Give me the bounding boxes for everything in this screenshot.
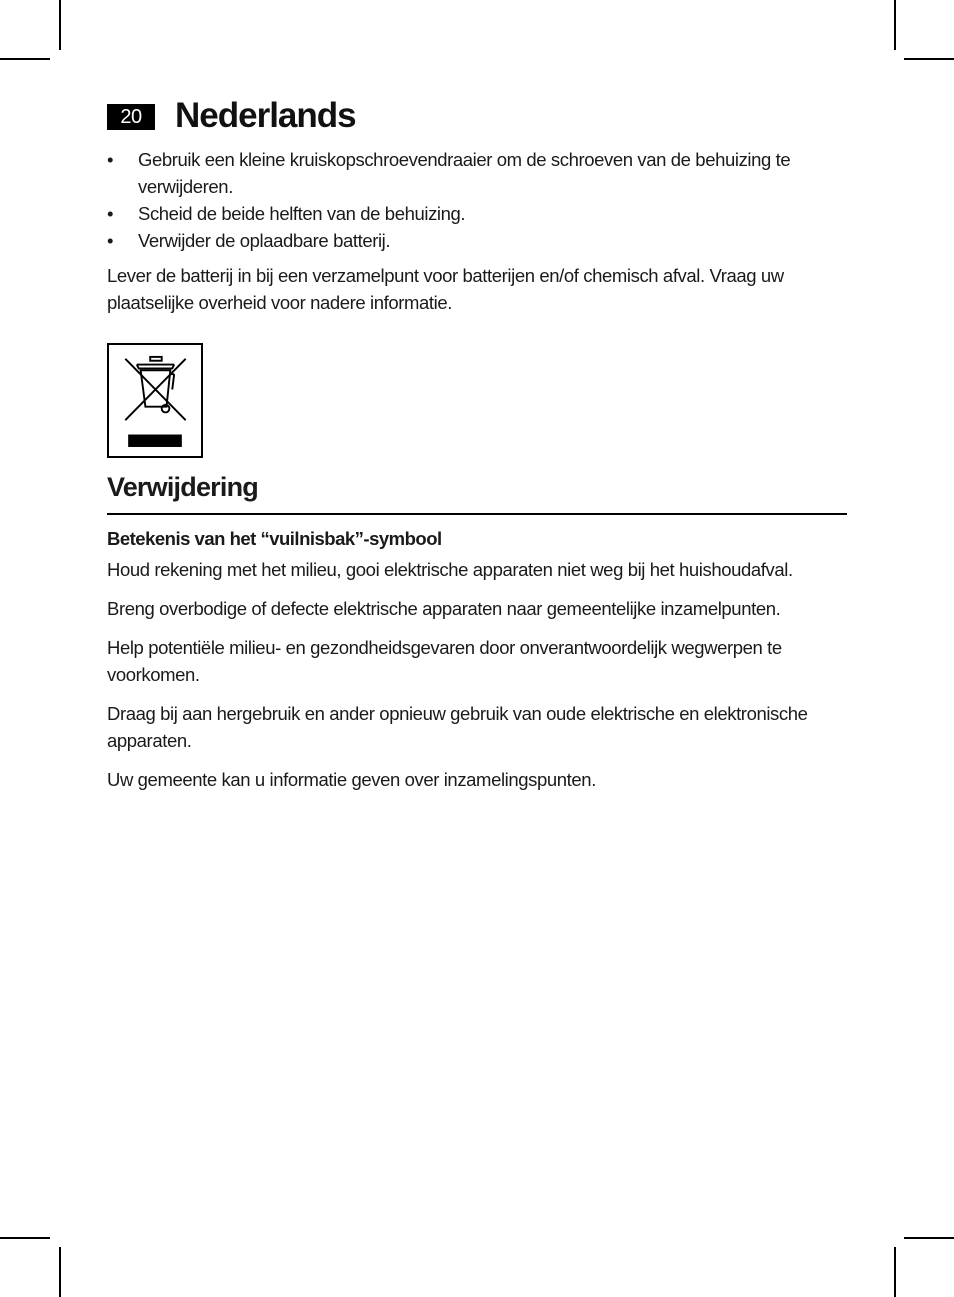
crop-mark — [904, 58, 954, 60]
crop-mark — [0, 58, 50, 60]
bullet: • — [107, 203, 114, 224]
disposal-paragraph: Houd rekening met het milieu, gooi elektrische apparaten niet weg bij het huishoudafval. — [107, 559, 793, 580]
crop-mark — [59, 0, 61, 50]
battery-disposal-paragraph: Lever de batterij in bij een verzamelpunt voor batterijen en/of chemisch afval. Vraag uw plaatselijke overheid voor nadere informatie. — [107, 265, 784, 313]
list-item: • Gebruik een kleine kruiskopschroevendraaier om de schroeven van de behuizing te verwijderen. — [107, 146, 847, 200]
crop-mark — [59, 1247, 61, 1297]
instruction-list — [107, 146, 847, 254]
list-item: • Verwijder de oplaadbare batterij. — [107, 227, 847, 254]
list-item: • Scheid de beide helften van de behuizing. — [107, 200, 847, 227]
crop-mark — [894, 1247, 896, 1297]
crop-mark — [0, 1237, 50, 1239]
disposal-paragraph: Breng overbodige of defecte elektrische apparaten naar gemeentelijke inzamelpunten. — [107, 598, 781, 619]
wheelie-bin-svg — [109, 345, 201, 456]
crop-mark — [904, 1237, 954, 1239]
section-title: Verwijdering — [107, 472, 258, 502]
symbol-heading: Betekenis van het “vuilnisbak”-symbool — [107, 528, 442, 549]
disposal-paragraph: Uw gemeente kan u informatie geven over inzamelingspunten. — [107, 769, 596, 790]
language-title: Nederlands — [175, 96, 356, 135]
bullet: • — [107, 149, 114, 170]
page-number: 20 — [107, 104, 155, 130]
crossed-out-wheelie-bin-icon — [107, 343, 203, 458]
disposal-paragraph: Draag bij aan hergebruik en ander opnieuw gebruik van oude elektrische en elektronische apparaten. — [107, 703, 808, 751]
section-divider — [107, 513, 847, 515]
disposal-paragraph: Help potentiële milieu- en gezondheidsgevaren door onverantwoordelijk wegwerpen te voorkomen. — [107, 637, 782, 685]
bullet: • — [107, 230, 114, 251]
crop-mark — [894, 0, 896, 50]
